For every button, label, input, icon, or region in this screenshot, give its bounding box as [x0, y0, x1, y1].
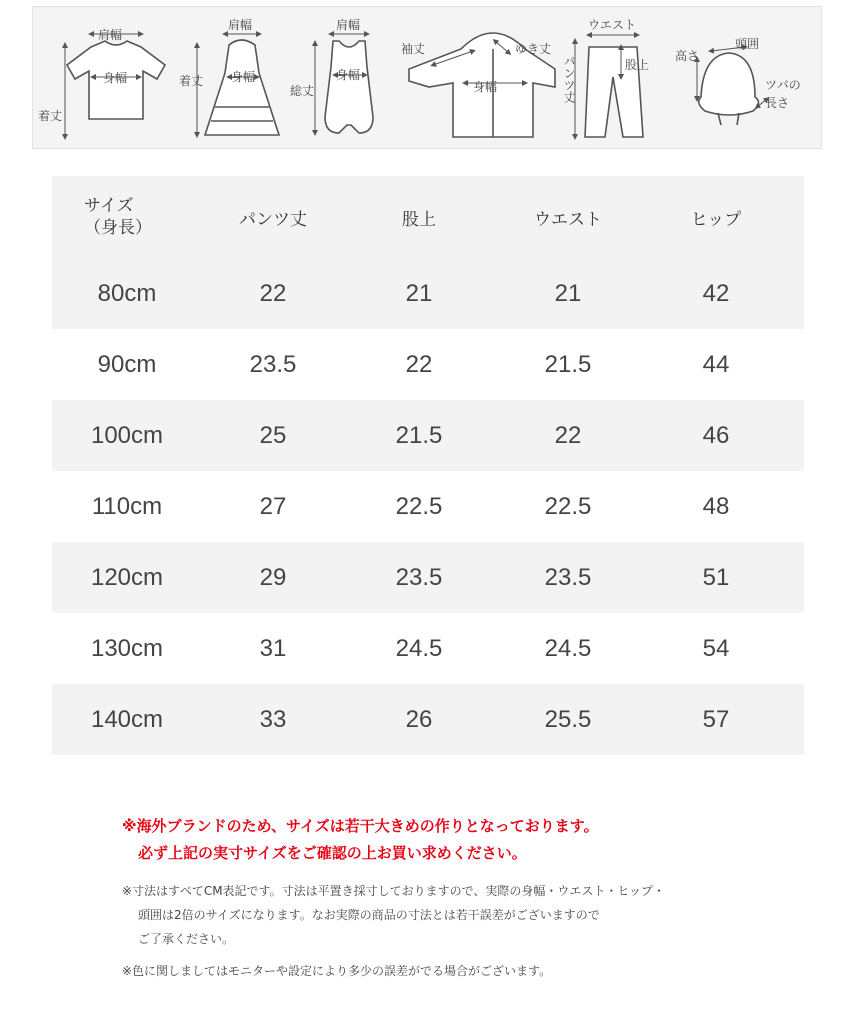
table-row: [52, 542, 804, 613]
header-hip: ヒップ: [690, 209, 742, 230]
tshirt-length-label: 着丈: [38, 109, 63, 123]
hat-brim-label-1: ツバの: [765, 78, 801, 92]
header-waist: ウエスト: [534, 209, 602, 230]
size-table-header: [52, 176, 804, 258]
size-table: [52, 176, 804, 755]
pants-length-label: パンツ丈: [562, 55, 576, 103]
note-line1: ※寸法はすべてCM表記です。寸法は平置き採寸しておりますので、実際の身幅・ウエスト・ヒップ・: [122, 884, 665, 898]
note-line3: ご了承ください。: [138, 932, 235, 946]
cell-size: 130cm: [90, 634, 164, 662]
header-pants-length: パンツ丈: [239, 209, 307, 230]
cell-size: 140cm: [90, 705, 164, 733]
jacket-body-label: 身幅: [473, 80, 498, 94]
cell-hip: 48: [702, 492, 730, 520]
romper-length-label: 総丈: [290, 84, 315, 98]
cell-waist: 25.5: [544, 705, 592, 733]
cell-rise: 23.5: [395, 563, 443, 591]
header-size-line1: サイズ: [84, 196, 134, 216]
cell-size: 110cm: [91, 492, 163, 520]
hat-head-label: 頭囲: [735, 37, 760, 51]
cell-hip: 44: [702, 350, 730, 378]
tshirt-shoulder-label: 肩幅: [98, 28, 123, 42]
cell-pants-length: 33: [259, 705, 287, 733]
cell-rise: 24.5: [395, 634, 443, 662]
cell-waist: 23.5: [544, 563, 592, 591]
cell-pants-length: 27: [259, 492, 287, 520]
jacket-yuki-label: ゆき丈: [515, 42, 552, 56]
header-size-line2: （身長）: [84, 218, 152, 238]
dress-shoulder-label: 肩幅: [228, 18, 253, 32]
table-row: [52, 613, 804, 684]
cell-size: 80cm: [97, 279, 157, 307]
pants-waist-label: ウエスト: [588, 18, 637, 32]
hat-brim-label-2: 長さ: [765, 96, 790, 110]
cell-hip: 46: [702, 421, 730, 449]
cell-waist: 24.5: [544, 634, 592, 662]
tshirt-body-label: 身幅: [103, 71, 128, 85]
cell-pants-length: 25: [259, 421, 287, 449]
cell-hip: 54: [702, 634, 730, 662]
cell-hip: 57: [702, 705, 730, 733]
note-line4: ※色に関しましてはモニターや設定により多少の誤差がでる場合がございます。: [122, 964, 552, 978]
cell-rise: 21: [405, 279, 433, 307]
cell-pants-length: 22: [259, 279, 287, 307]
cell-hip: 42: [702, 279, 730, 307]
cell-waist: 22: [554, 421, 582, 449]
cell-rise: 21.5: [395, 421, 443, 449]
cell-waist: 21: [554, 279, 582, 307]
header-rise: 股上: [402, 209, 436, 230]
romper-icon: [325, 41, 373, 133]
cell-size: 100cm: [90, 421, 164, 449]
hat-icon: [699, 53, 759, 115]
romper-shoulder-label: 肩幅: [336, 18, 361, 32]
measurement-guide-illustration: [33, 7, 823, 150]
cell-pants-length: 31: [259, 634, 287, 662]
cell-pants-length: 23.5: [249, 350, 297, 378]
table-row: [52, 471, 804, 542]
pants-rise-label: 股上: [625, 58, 650, 72]
dress-length-label: 着丈: [179, 74, 204, 88]
header-size: [52, 176, 202, 258]
cell-rise: 26: [405, 705, 433, 733]
cell-rise: 22.5: [395, 492, 443, 520]
size-warning-line2: 必ず上記の実寸サイズをご確認の上お買い求めください。: [138, 844, 527, 862]
dress-body-label: 身幅: [231, 70, 256, 84]
table-row: [52, 258, 804, 329]
cell-rise: 22: [405, 350, 433, 378]
jacket-sleeve-label: 袖丈: [401, 42, 426, 56]
cell-size: 120cm: [90, 563, 164, 591]
table-row: [52, 329, 804, 400]
garment-measurement-diagram: [32, 6, 822, 149]
size-warning-line1: ※海外ブランドのため、サイズは若干大きめの作りとなっております。: [122, 817, 599, 835]
table-row: [52, 684, 804, 755]
romper-body-label: 身幅: [336, 68, 361, 82]
note-line2: 頭囲は2倍のサイズになります。なお実際の商品の寸法とは若干誤差がございますので: [138, 908, 600, 922]
cell-waist: 22.5: [544, 492, 592, 520]
cell-pants-length: 29: [259, 563, 287, 591]
cell-size: 90cm: [97, 350, 157, 378]
cell-waist: 21.5: [544, 350, 592, 378]
table-row: [52, 400, 804, 471]
cell-hip: 51: [702, 563, 730, 591]
hat-height-label: 高さ: [675, 49, 700, 63]
